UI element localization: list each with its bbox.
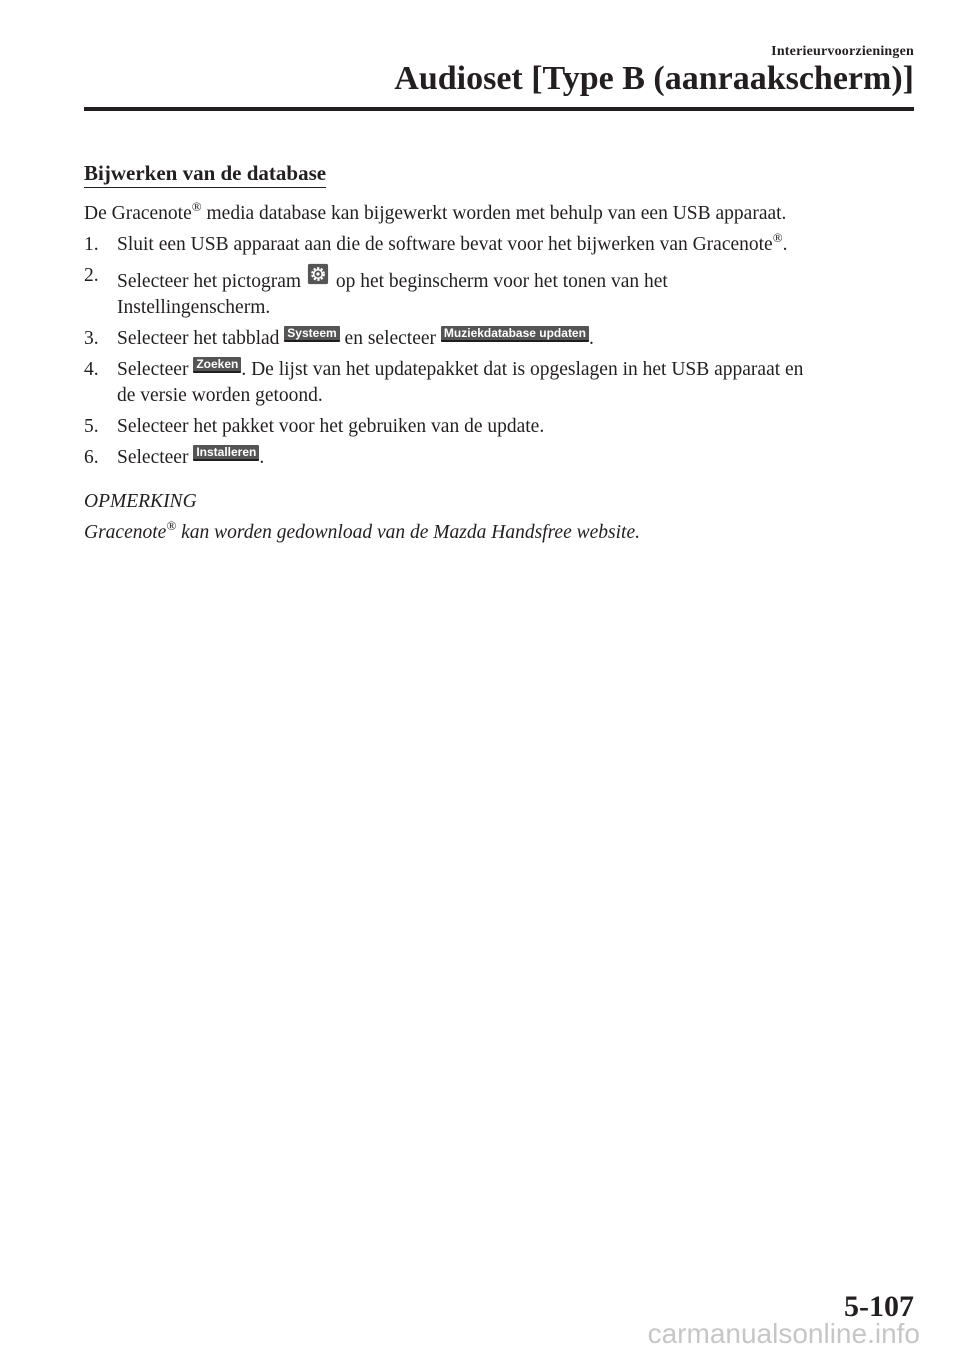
step-number: 6.: [84, 447, 99, 468]
section-heading: Bijwerken van de database: [84, 160, 326, 188]
registered-mark: ®: [191, 198, 202, 214]
intro-paragraph: [84, 198, 914, 227]
step-text: Sluit een USB apparaat aan die de software bevat voor het bijwerken van Gracenote: [117, 234, 773, 255]
step-text: Selecteer: [117, 359, 194, 380]
step-6: [84, 445, 914, 471]
step-text: Selecteer: [117, 447, 194, 468]
note-text: [84, 517, 914, 546]
step-4: [84, 357, 914, 409]
intro-text-end: media database kan bijgewerkt worden met behulp van een USB apparaat.: [201, 203, 787, 224]
zoeken-button: Zoeken: [193, 357, 241, 373]
step-text-middle: en selecteer: [339, 328, 441, 349]
systeem-tab-button: Systeem: [284, 326, 339, 342]
intro-text: De Gracenote: [84, 203, 192, 224]
step-number: 4.: [84, 359, 99, 380]
note-title: OPMERKING: [84, 491, 197, 512]
step-number: 3.: [84, 328, 99, 349]
note-text-start: Gracenote: [84, 522, 167, 543]
steps-list: [84, 229, 914, 471]
step-text-continued: Instellingenscherm.: [117, 297, 271, 318]
step-number: 5.: [84, 416, 99, 437]
step-number: 2.: [84, 265, 99, 286]
muziekdatabase-updaten-button: Muziekdatabase updaten: [441, 326, 589, 342]
step-text-middle: . De lijst van het updatepakket dat is opgeslagen in het USB apparaat en: [241, 359, 804, 380]
step-2: [84, 263, 914, 321]
page-number: 5-107: [844, 1290, 914, 1323]
header-section: Interieurvoorzieningen: [771, 44, 914, 59]
step-text: Selecteer het pictogram: [117, 271, 306, 292]
note-text-end: kan worden gedownload van de Mazda Handsfree website.: [176, 522, 640, 543]
registered-mark: ®: [166, 517, 177, 533]
step-1: [84, 229, 914, 258]
step-text-end: .: [782, 234, 788, 255]
registered-mark: ®: [772, 229, 783, 245]
watermark: carmanualsonline.info: [647, 1318, 920, 1349]
page-content: [84, 160, 914, 546]
step-text-end: .: [259, 447, 265, 468]
header-title: Audioset [Type B (aanraakscherm)]: [394, 60, 914, 97]
step-text-end: .: [588, 328, 594, 349]
step-text-continued: de versie worden getoond.: [117, 385, 323, 406]
installeren-button: Installeren: [193, 445, 259, 461]
step-3: [84, 326, 914, 352]
step-text: Selecteer het pakket voor het gebruiken van de update.: [117, 416, 545, 437]
header-rule: [84, 107, 914, 111]
step-5: [84, 414, 914, 440]
gear-icon: [307, 263, 329, 285]
step-text: Selecteer het tabblad: [117, 328, 285, 349]
step-text-middle: op het beginscherm voor het tonen van het: [330, 271, 668, 292]
step-number: 1.: [84, 234, 99, 255]
